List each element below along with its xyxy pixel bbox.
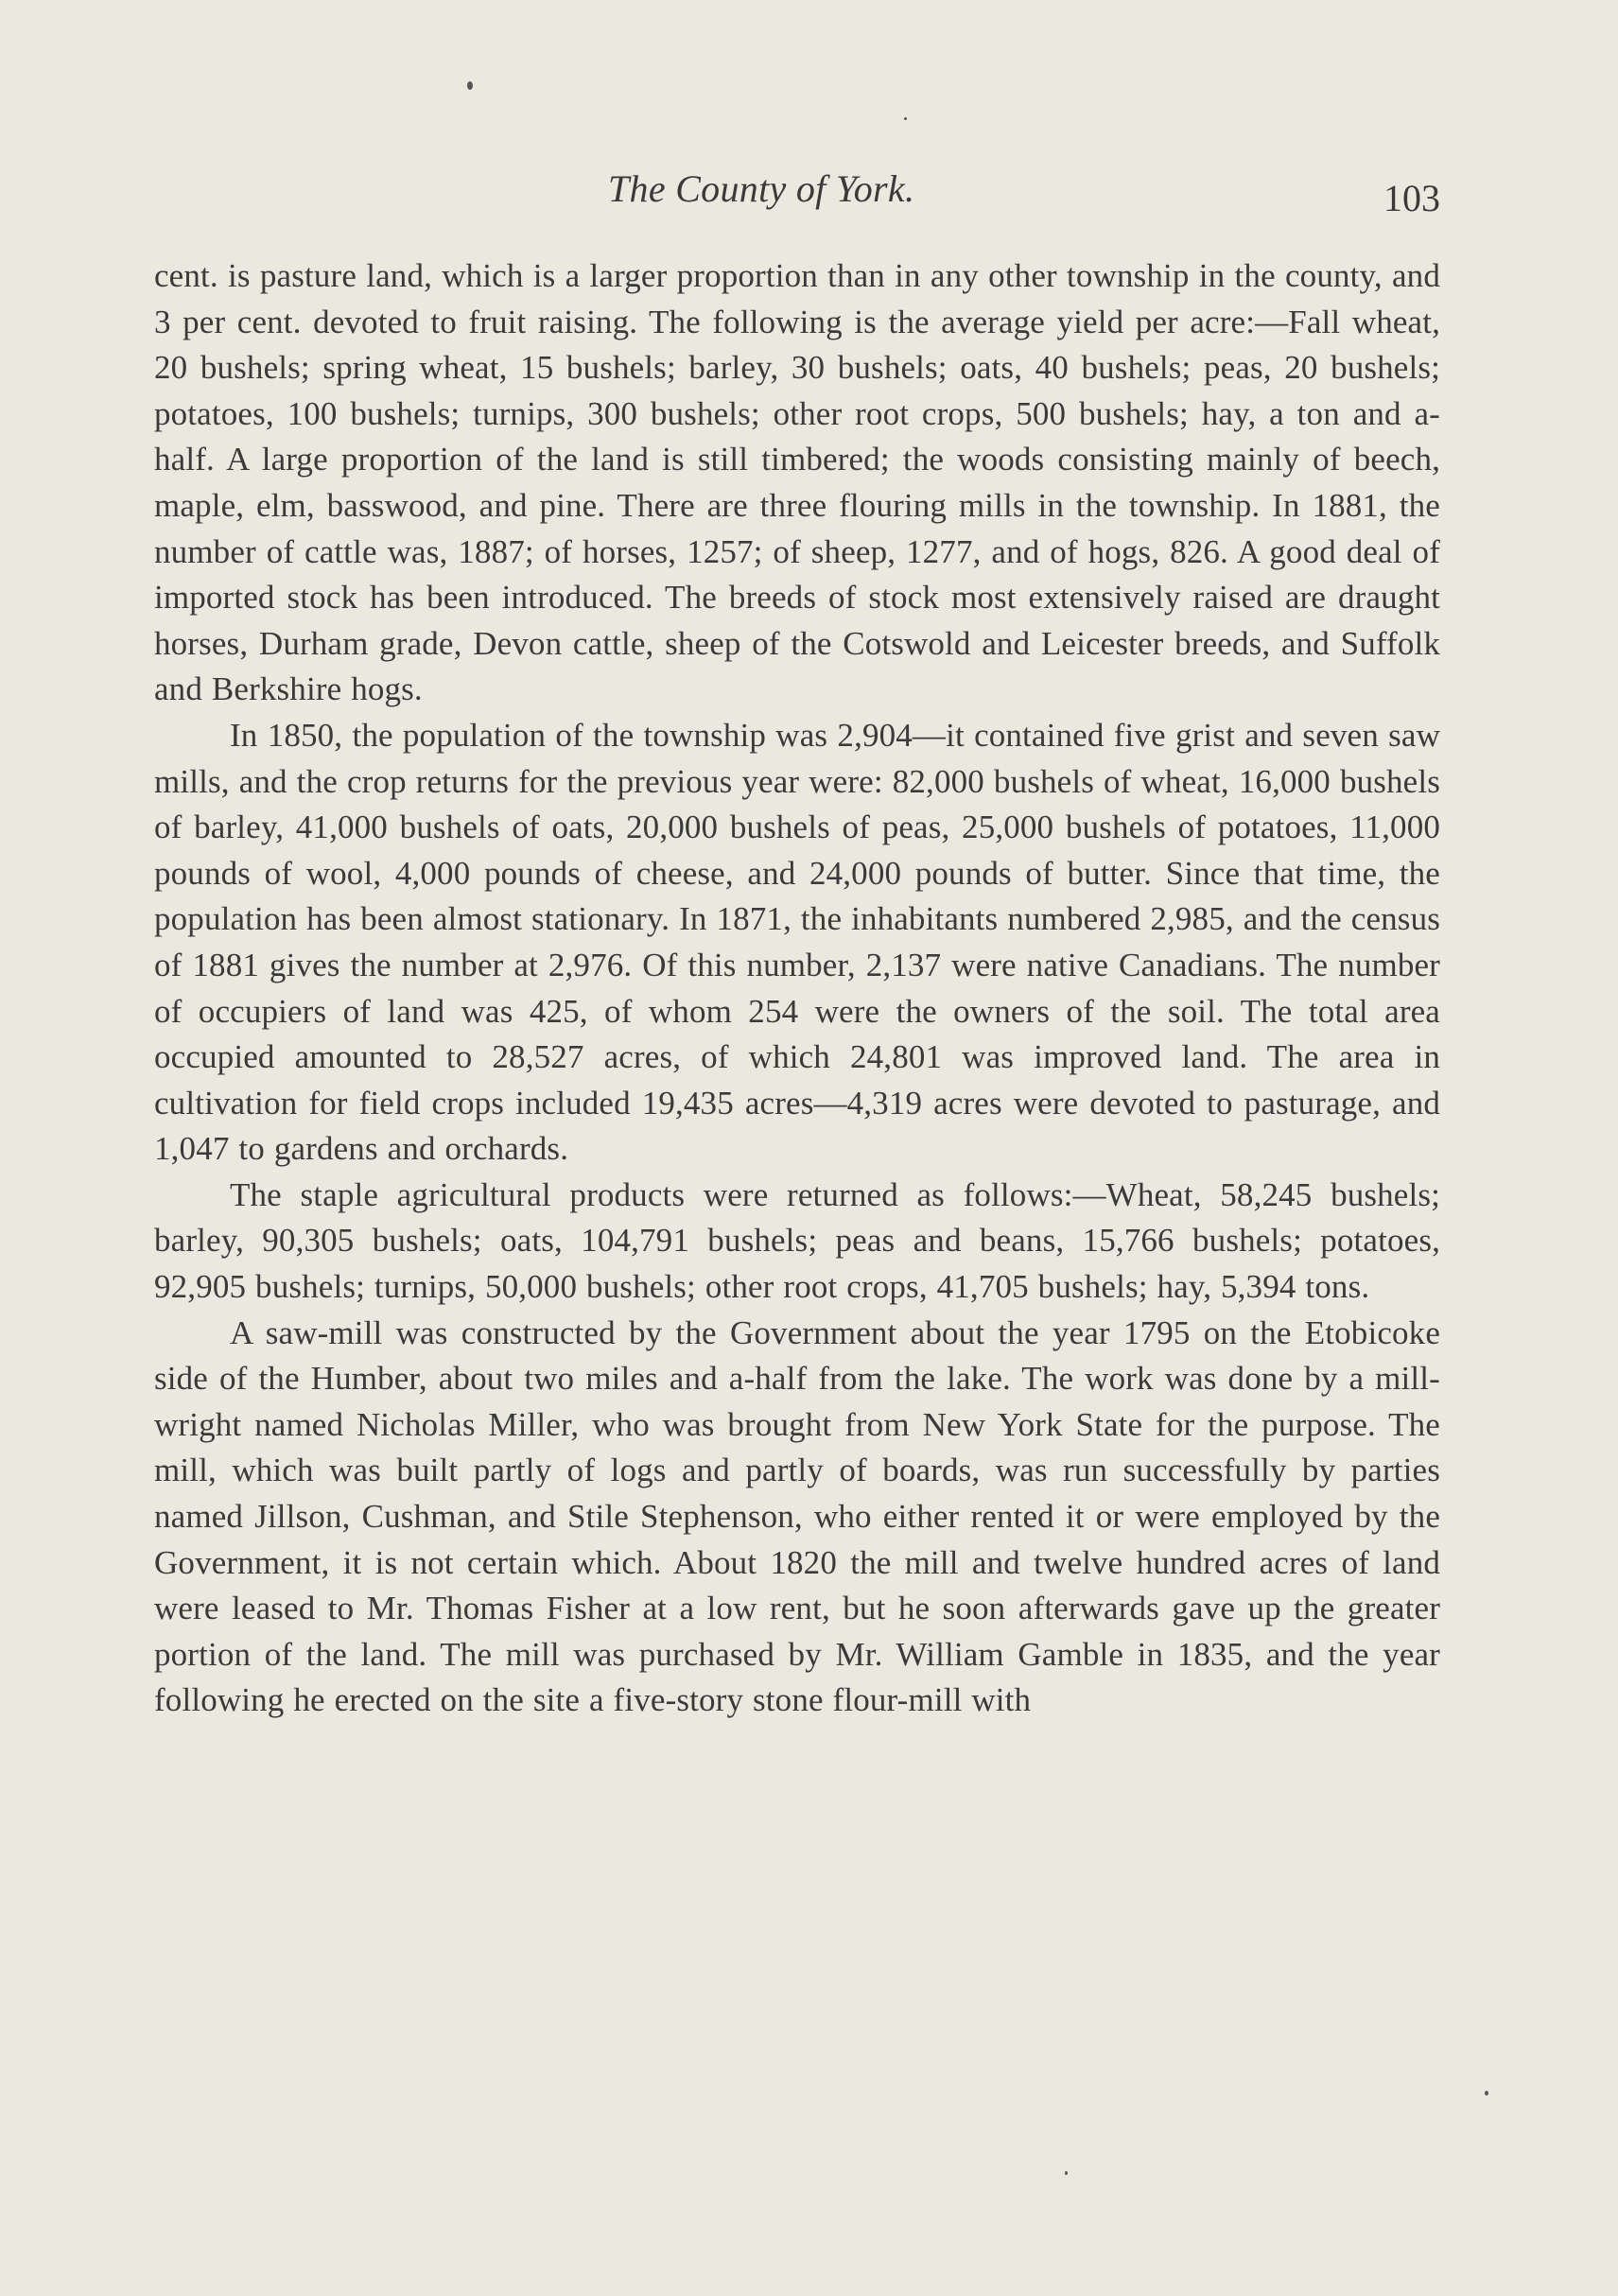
ink-speck [1065,2171,1068,2175]
page-number: 103 [1383,177,1440,219]
ink-speck [467,81,473,90]
paragraph: The staple agricultural products were returned as follows:—Wheat, 58,245 bushels; barley, 90,305 bushels; oats, 104,791 bushels; peas and beans, 15,766 bushels; potatoes, 92,905 bushels; turnips, 50,000 bushels; other root crops, 41,705 bushels; hay, 5,394 tons. [154,1175,1440,1306]
paragraph: In 1850, the population of the township was 2,904—it contained five grist and seven saw mills, and the crop returns for the previous year were: 82,000 bushels of wheat, 16,000 bushels of barley, 41,000 bushels of oats, 20,000 bushels of peas, 25,000 bushels of potatoes, 11,000 pounds of wool, 4,000 pounds of cheese, and 24,000 pounds of butter. Since that time, the population has been almost stationary. In 1871, the inhabitants numbered 2,985, and the census of 1881 gives the number at 2,976. Of this number, 2,137 were native Canadians. The number of occupiers of land was 425, of whom 254 were the owners of the soil. The total area occupied amounted to 28,527 acres, of which 24,801 was improved land. The area in cultivation for field crops included 19,435 acres—4,319 acres were devoted to pasturage, and 1,047 to gardens and orchards. [154,716,1440,1168]
paragraph: cent. is pasture land, which is a larger proportion than in any other township in the county, and 3 per cent. devoted to fruit raising. The following is the average yield per acre:—Fall wheat, 20 bushels; spring wheat, 15 bushels; barley, 30 bushels; oats, 40 bushels; peas, 20 bushels; potatoes, 100 bushels; turnips, 300 bushels; other root crops, 500 bushels; hay, a ton and a-half. A large proportion of the land is still timbered; the woods consisting mainly of beech, maple, elm, basswood, and pine. There are three flouring mills in the township. In 1881, the number of cattle was, 1887; of horses, 1257; of sheep, 1277, and of hogs, 826. A good deal of imported stock has been introduced. The breeds of stock most extensively raised are draught horses, Durham grade, Devon cattle, sheep of the Cotswold and Leicester breeds, and Suffolk and Berkshire hogs. [154,257,1440,708]
running-title: The County of York. [608,167,915,210]
paragraph: A saw-mill was constructed by the Government about the year 1795 on the Etobicoke side of the Humber, about two miles and a-half from the lake. The work was done by a mill-wright named Nicholas Miller, who was brought from New York State for the purpose. The mill, which was built partly of logs and partly of boards, was run successfully by parties named Jillson, Cushman, and Stile Stephenson, who either rented it or were employed by the Government, it is not certain which. About 1820 the mill and twelve hundred acres of land were leased to Mr. Thomas Fisher at a low rent, but he soon afterwards gave up the greater portion of the land. The mill was purchased by Mr. William Gamble in 1835, and the year following he erected on the site a five-story stone flour-mill with [154,1313,1440,1719]
ink-speck [904,117,907,120]
ink-speck [1485,2091,1488,2096]
body-text [154,253,1440,1724]
running-head [154,166,1440,223]
